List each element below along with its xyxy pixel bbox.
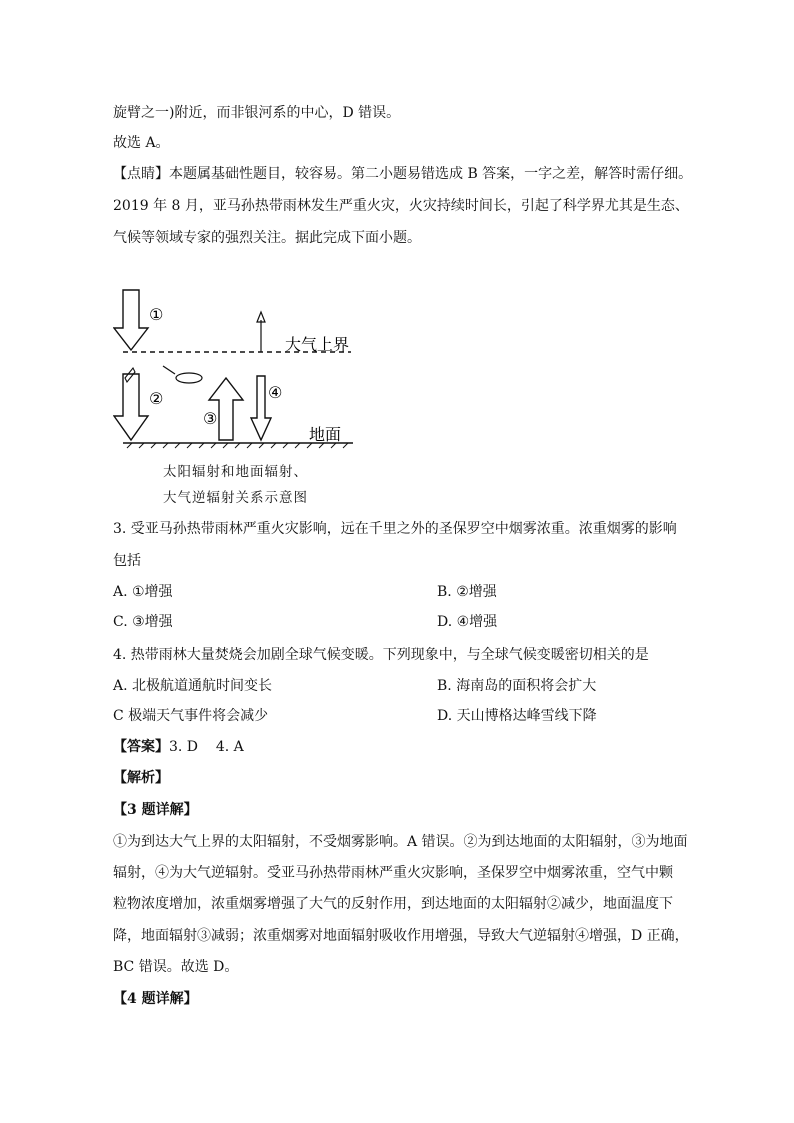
q3-detail-heading: 【3 题详解】 xyxy=(113,802,198,818)
arrow-2-shape xyxy=(114,374,148,440)
arrow-1-shape xyxy=(114,290,148,350)
ground-label: 地面 xyxy=(309,425,342,444)
analysis-label: 【解析】 xyxy=(113,770,169,786)
analysis-line-3: 粒物浓度增加，浓重烟雾增强了大气的反射作用，到达地面的太阳辐射②减少，地面温度下 xyxy=(113,896,673,912)
text-line-1: 旋臂之一)附近，而非银河系的中心，D 错误。 xyxy=(113,105,401,121)
text-line-2: 故选 A。 xyxy=(113,135,170,151)
answer-label: 【答案】 xyxy=(113,739,169,755)
q3-option-c: C. ③增强 xyxy=(113,614,173,630)
analysis-line-5: BC 错误。故选 D。 xyxy=(113,959,239,975)
q3-stem-line-1: 3. 受亚马孙热带雨林严重火灾影响，远在千里之外的圣保罗空中烟雾浓重。浓重烟雾的影响 xyxy=(113,521,677,537)
q4-option-b: B. 海南岛的面积将会扩大 xyxy=(437,678,597,694)
q4-option-c: C 极端天气事件将会减少 xyxy=(113,708,269,724)
analysis-line-4: 降，地面辐射③减弱；浓重烟雾对地面辐射吸收作用增强，导致大气逆辐射④增强，D 正确， xyxy=(113,928,689,944)
answer-value: 3. D 4. A xyxy=(169,739,244,755)
q3-stem-line-2: 包括 xyxy=(113,553,141,569)
label-4: ④ xyxy=(268,383,283,402)
cloud-icon xyxy=(176,373,202,383)
label-1: ① xyxy=(149,305,164,324)
q4-detail-heading: 【4 题详解】 xyxy=(113,991,198,1007)
scatter-arrow xyxy=(163,366,175,374)
radiation-diagram-svg xyxy=(113,280,373,450)
q3-option-a: A. ①增强 xyxy=(113,584,173,600)
context-line-2: 气候等领域专家的强烈关注。据此完成下面小题。 xyxy=(113,230,421,246)
label-2: ② xyxy=(149,389,164,408)
figure-caption-line-1: 太阳辐射和地面辐射、 xyxy=(163,464,308,480)
q3-option-b: B. ②增强 xyxy=(437,584,497,600)
figure-caption-line-2: 大气逆辐射关系示意图 xyxy=(163,490,308,506)
label-3: ③ xyxy=(203,409,218,428)
q4-option-d: D. 天山博格达峰雪线下降 xyxy=(437,708,597,724)
tip-paragraph: 【点睛】本题属基础性题目，较容易。第二小题易错选成 B 答案，一字之差，解答时需仔细。 xyxy=(113,166,693,182)
q4-stem: 4. 热带雨林大量焚烧会加剧全球气候变暖。下列现象中，与全球气候变暖密切相关的是 xyxy=(113,647,649,663)
pen-icon xyxy=(125,368,135,382)
upper-boundary-label: 大气上界 xyxy=(285,335,350,354)
q3-option-d: D. ④增强 xyxy=(437,614,498,630)
q4-option-a: A. 北极航道通航时间变长 xyxy=(113,678,273,694)
context-line-1: 2019 年 8 月，亚马孙热带雨林发生严重火灾，火灾持续时间长，引起了科学界尤其是生态、 xyxy=(113,198,689,214)
answer-line xyxy=(113,738,244,756)
analysis-line-1: ①为到达大气上界的太阳辐射，不受烟雾影响。A 错误。②为到达地面的太阳辐射，③为地面 xyxy=(113,834,688,850)
analysis-line-2: 辐射，④为大气逆辐射。受亚马孙热带雨林严重火灾影响，圣保罗空中烟雾浓重，空气中颗 xyxy=(113,865,673,881)
